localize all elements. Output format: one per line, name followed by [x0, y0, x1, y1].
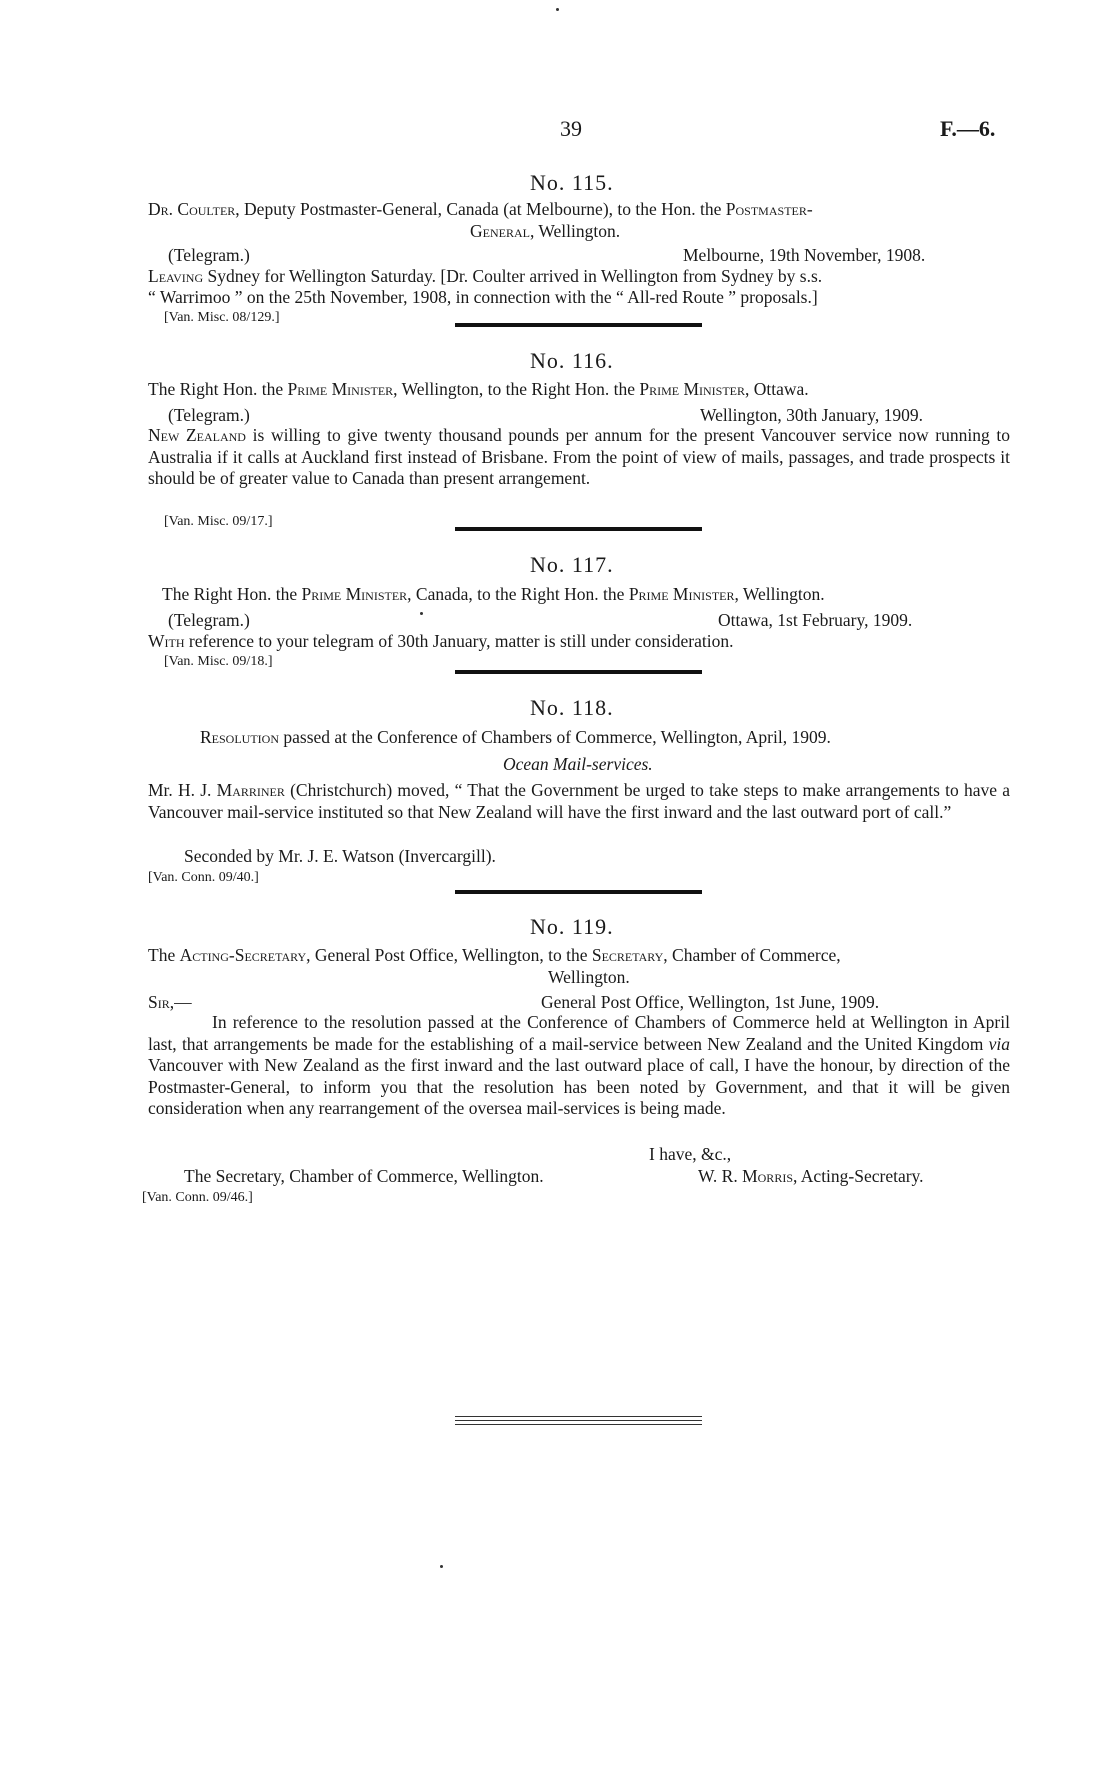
section-rule — [455, 670, 702, 674]
entry-117-body: With reference to your telegram of 30th January, matter is still under consideration. — [148, 631, 734, 651]
page-number: 39 — [560, 116, 582, 141]
entry-116-reference: [Van. Misc. 09/17.] — [164, 514, 273, 529]
entry-118-seconded: Seconded by Mr. J. E. Watson (Invercargill). — [184, 846, 496, 866]
entry-119-number: No. 119. — [530, 914, 614, 939]
scan-speck — [556, 8, 559, 11]
section-rule — [455, 323, 702, 327]
entry-117-reference: [Van. Misc. 09/18.] — [164, 654, 273, 669]
entry-116-type: (Telegram.) — [168, 405, 250, 425]
entry-118-subheading: Ocean Mail-services. — [503, 754, 653, 774]
entry-119-closing: I have, &c., — [649, 1144, 732, 1164]
entry-119-salutation: Sir,— — [148, 992, 192, 1012]
entry-119-body: In reference to the resolution passed at the Conference of Chambers of Commerce held at Wellington in April last, that arrangements be made for the establishing of a mail-service between New Zealand and the United Kingdom via Vancouver with New Zealand as the first inward and the last outward place of call, I have the honour, by direction of the Postmaster-General, to inform you that the resolution has been noted by Government, and that it will be given consideration when any rearrangement of the oversea mail-services is being made. — [148, 1012, 1010, 1118]
section-rule — [455, 890, 702, 894]
entry-115-body-line2: “ Warrimoo ” on the 25th November, 1908, in connection with the “ All-red Route ” proposals.] — [148, 287, 818, 307]
entry-118-body: Mr. H. J. Marriner (Christchurch) moved, “ That the Government be urged to take steps to make arrangements to have a Vancouver mail-service instituted so that New Zealand will have the first inward and the last outward port of call.” — [148, 780, 1011, 822]
entry-115-heading-line2: General, Wellington. — [470, 221, 621, 241]
closing-rule-top — [455, 1416, 702, 1417]
document-code: F.—6. — [940, 116, 996, 141]
entry-115-reference: [Van. Misc. 08/129.] — [164, 310, 280, 325]
entry-119-place-date: General Post Office, Wellington, 1st June, 1909. — [541, 992, 880, 1012]
entry-116-heading: The Right Hon. the Prime Minister, Wellington, to the Right Hon. the Prime Minister, Ottawa. — [148, 379, 809, 399]
entry-118-reference: [Van. Conn. 09/40.] — [148, 870, 259, 885]
entry-115-type: (Telegram.) — [168, 245, 250, 265]
entry-119-reference: [Van. Conn. 09/46.] — [142, 1190, 253, 1205]
entry-118-number: No. 118. — [530, 695, 614, 720]
section-rule — [455, 527, 702, 531]
entry-117-type: (Telegram.) — [168, 610, 250, 630]
closing-rule-middle — [455, 1420, 702, 1421]
entry-116-place-date: Wellington, 30th January, 1909. — [700, 405, 923, 425]
entry-115-number: No. 115. — [530, 170, 614, 195]
entry-119-heading-line2: Wellington. — [548, 967, 630, 987]
entry-117-heading: The Right Hon. the Prime Minister, Canada, to the Right Hon. the Prime Minister, Wellington. — [162, 584, 825, 604]
entry-115-heading-line1: Dr. Coulter, Deputy Postmaster-General, Canada (at Melbourne), to the Hon. the Postmaster- — [148, 199, 813, 219]
scan-speck — [420, 612, 423, 615]
entry-116-body: New Zealand is willing to give twenty thousand pounds per annum for the present Vancouver service now running to Australia if it calls at Auckland first instead of Brisbane. From the point of view of mails, passages, and trade prospects it should be of greater value to Canada than present arrangement. — [148, 425, 1010, 488]
entry-116-number: No. 116. — [530, 348, 614, 373]
entry-119-recipient: The Secretary, Chamber of Commerce, Wellington. — [184, 1166, 544, 1186]
entry-118-heading: Resolution passed at the Conference of Chambers of Commerce, Wellington, April, 1909. — [200, 727, 831, 747]
entry-119-heading-line1: The Acting-Secretary, General Post Office, Wellington, to the Secretary, Chamber of Commerce, — [148, 945, 841, 965]
closing-rule-bottom — [455, 1424, 702, 1425]
entry-117-number: No. 117. — [530, 552, 614, 577]
entry-115-body-line1: Leaving Sydney for Wellington Saturday. [Dr. Coulter arrived in Wellington from Sydney by s.s. — [148, 266, 823, 286]
scan-speck — [440, 1565, 443, 1568]
entry-115-place-date: Melbourne, 19th November, 1908. — [683, 245, 926, 265]
entry-119-signature: W. R. Morris, Acting-Secretary. — [698, 1166, 924, 1186]
entry-117-place-date: Ottawa, 1st February, 1909. — [718, 610, 913, 630]
